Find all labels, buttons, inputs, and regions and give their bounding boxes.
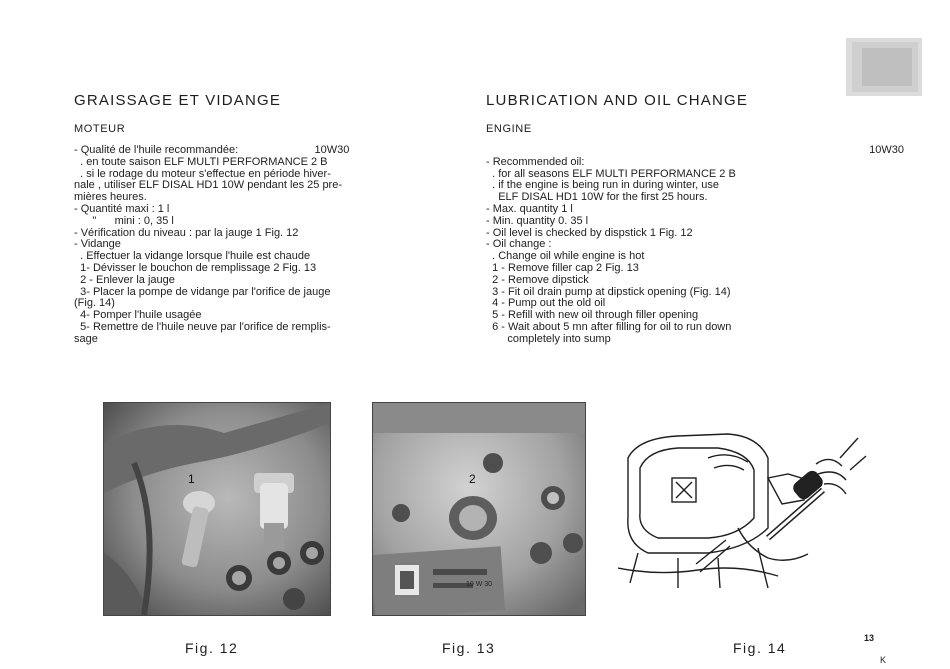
french-text-line: (Fig. 14) [74,297,115,310]
figure-12-marker: 1 [188,472,195,486]
english-text-line: 6 - Wait about 5 mn after filling for oil to run down [486,320,732,333]
english-text-line: - Recommended oil: [486,155,585,168]
english-subtitle: ENGINE [486,123,532,135]
english-text-line: - Min. quantity 0. 35 l [486,214,589,227]
english-text-line: 3 - Fit oil drain pump at dipstick opening (Fig. 14) [486,285,731,298]
french-text-line: nale , utiliser ELF DISAL HD1 10W pendant les 25 pre- [74,179,343,192]
svg-text:10 W 30: 10 W 30 [466,581,493,588]
english-text-line: - Oil change : [486,238,552,251]
english-text-line: 5 - Refill with new oil through filler opening [486,309,699,322]
french-text-line: - Qualité de l'huile recommandée: 10W30 [74,144,350,156]
figure-13-caption: Fig. 13 [442,640,496,656]
french-text-line: . en toute saison ELF MULTI PERFORMANCE 2 B [74,155,328,168]
english-text-line: 4 - Pump out the old oil [486,297,606,310]
figure-14-drawing [618,418,868,598]
french-text-line: 4- Pomper l'huile usagée [74,309,202,322]
figure-13-marker: 2 [469,472,476,486]
figure-13-photo [372,402,586,616]
page-number: 13 [864,633,875,643]
corner-mark: K [880,655,887,665]
french-text-line: - Vérification du niveau : par la jauge 1 Fig. 12 [74,226,299,239]
scan-smudge [838,32,926,100]
french-title: GRAISSAGE ET VIDANGE [74,92,282,109]
french-text-line: 2 - Enlever la jauge [74,273,175,286]
french-subtitle: MOTEUR [74,123,126,135]
french-text-line: - Vidange [74,238,121,251]
english-text-line: 1 - Remove filler cap 2 Fig. 13 [486,261,639,274]
english-text-line: . Change oil while engine is hot [486,250,645,263]
french-text-line: " mini : 0, 35 l [74,214,174,227]
english-oil-grade: 10W30 [869,144,904,156]
french-column [74,92,470,346]
english-text-line: 2 - Remove dipstick [486,273,589,286]
french-text-line: . Effectuer la vidange lorsque l'huile est chaude [74,250,311,263]
english-text-line: . if the engine is being run in during winter, use [486,179,719,192]
french-text-line: 5- Remettre de l'huile neuve par l'orifice de remplis- [74,320,331,333]
english-text-line: . for all seasons ELF MULTI PERFORMANCE 2 B [486,167,736,180]
french-text-line: mières heures. [74,191,147,204]
figure-14-caption: Fig. 14 [733,640,787,656]
english-text-line: completely into sump [486,332,611,345]
figure-12-photo [103,402,331,616]
french-text [74,145,470,346]
english-text [486,157,904,346]
figure-12-caption: Fig. 12 [185,640,239,656]
french-text-line: - Quantité maxi : 1 l [74,202,170,215]
french-text-line: 1- Dévisser le bouchon de remplissage 2 Fig. 13 [74,261,317,274]
english-text-line: - Oil level is checked by dispstick 1 Fig. 12 [486,226,693,239]
english-title: LUBRICATION AND OIL CHANGE [486,92,749,109]
english-text-line: - Max. quantity 1 l [486,202,573,215]
french-text-line: 3- Placer la pompe de vidange par l'orifice de jauge [74,285,331,298]
french-text-line: sage [74,332,98,345]
english-column [486,92,904,346]
french-text-line: . si le rodage du moteur s'effectue en période hiver- [74,167,331,180]
english-text-line: ELF DISAL HD1 10W for the first 25 hours. [486,191,708,204]
